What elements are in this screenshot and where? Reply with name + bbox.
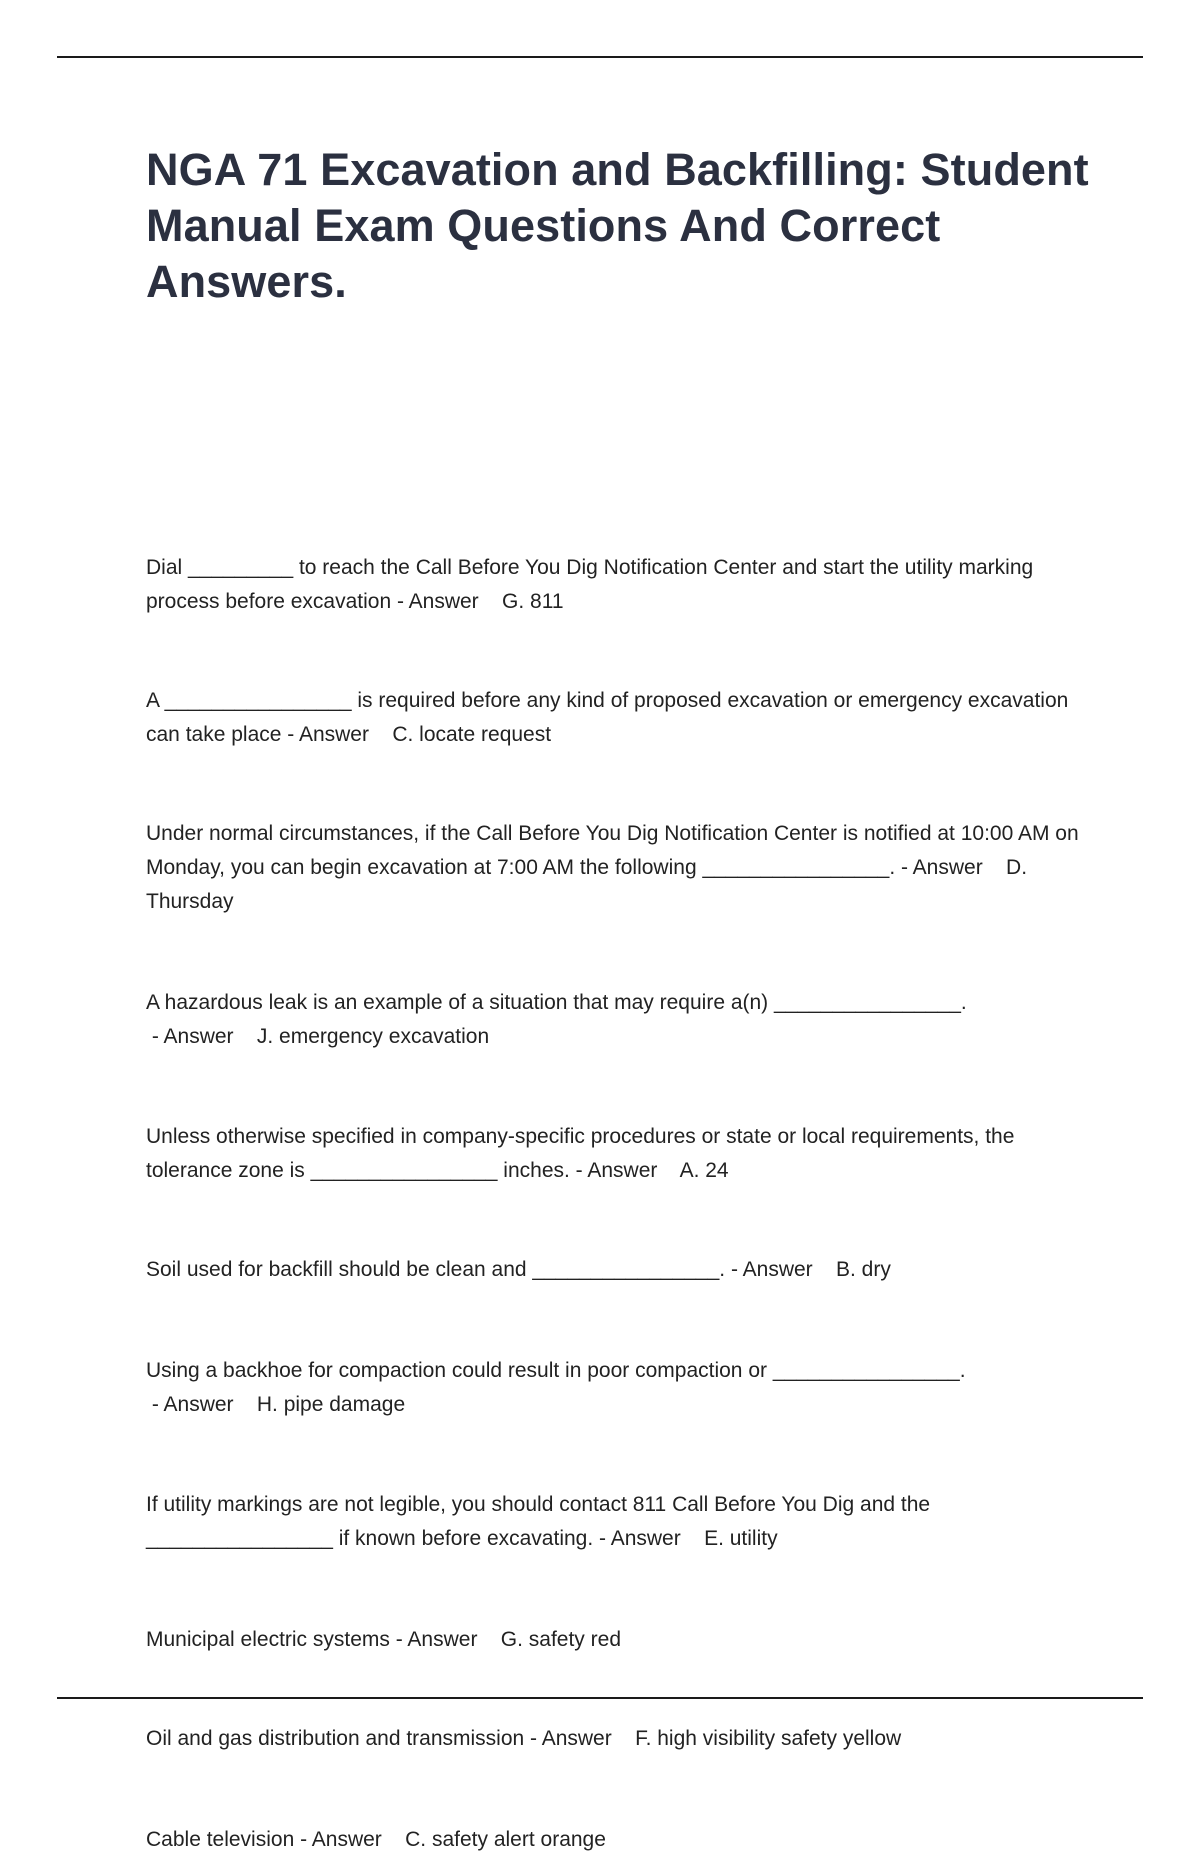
question-text: A ________________ is required before any kind of proposed excavation or emergency excavation can take place: [146, 689, 1069, 746]
question-text: Using a backhoe for compaction could result in poor compaction or ________________.: [146, 1359, 966, 1382]
answer-text: C. locate request: [392, 723, 552, 746]
question-text: Under normal circumstances, if the Call Before You Dig Notification Center is notified at 10:00 AM on Monday, you can begin excavation at 7:00 AM the following ________________.: [146, 822, 1079, 879]
answer-text: A. 24: [679, 1159, 729, 1182]
answer-text: G. 811: [502, 590, 564, 613]
answer-marker: - Answer: [593, 1527, 705, 1550]
answer-text: F. high visibility safety yellow: [635, 1727, 902, 1750]
question-text: A hazardous leak is an example of a situation that may require a(n) ________________.: [146, 991, 967, 1014]
answer-text: E. utility: [704, 1527, 778, 1550]
qa-item-9: [146, 1623, 1090, 1657]
answer-marker: - Answer: [391, 590, 503, 613]
top-rule: [57, 56, 1143, 58]
answer-marker: - Answer: [389, 1628, 501, 1651]
qa-item-5: [146, 1120, 1090, 1188]
answer-marker: - Answer: [146, 1393, 257, 1416]
answer-text: B. dry: [836, 1258, 891, 1281]
qa-item-7: [146, 1354, 1090, 1422]
answer-marker: - Answer: [725, 1258, 836, 1281]
answer-text: D. Thursday: [146, 856, 1028, 913]
question-text: Cable television: [146, 1828, 295, 1851]
answer-marker: - Answer: [895, 856, 1007, 879]
answer-marker: - Answer: [294, 1828, 406, 1851]
question-text: Municipal electric systems: [146, 1628, 390, 1651]
question-text: Soil used for backfill should be clean and ________________.: [146, 1258, 726, 1281]
qa-item-3: [146, 817, 1090, 919]
answer-marker: - Answer: [569, 1159, 680, 1182]
answer-marker: - Answer: [146, 1025, 257, 1048]
qa-item-8: [146, 1488, 1090, 1556]
answer-marker: - Answer: [281, 723, 393, 746]
qa-item-10: [146, 1722, 1090, 1756]
answer-text: C. safety alert orange: [405, 1828, 606, 1851]
question-text: If utility markings are not legible, you should contact 811 Call Before You Dig and the ________________ if known before excavating.: [146, 1493, 931, 1550]
qa-item-6: [146, 1253, 1090, 1287]
document-title: NGA 71 Excavation and Backfilling: Student Manual Exam Questions And Correct Answers.: [146, 144, 1089, 307]
qa-item-2: [146, 684, 1090, 752]
qa-item-4: [146, 986, 1090, 1054]
document-content: [146, 142, 1090, 1851]
qa-item-11: [146, 1823, 1090, 1857]
answer-marker: - Answer: [524, 1727, 636, 1750]
question-text: Unless otherwise specified in company-specific procedures or state or local requirements, the tolerance zone is ________________ inches.: [146, 1125, 1015, 1182]
qa-item-1: [146, 551, 1090, 619]
answer-text: J. emergency excavation: [256, 1025, 490, 1048]
question-text: Oil and gas distribution and transmission: [146, 1727, 525, 1750]
answer-text: H. pipe damage: [256, 1393, 406, 1416]
question-text: Dial _________ to reach the Call Before You Dig Notification Center and start the utility marking process before excavation: [146, 556, 1034, 613]
bottom-rule: [57, 1697, 1143, 1699]
answer-text: G. safety red: [500, 1628, 621, 1651]
